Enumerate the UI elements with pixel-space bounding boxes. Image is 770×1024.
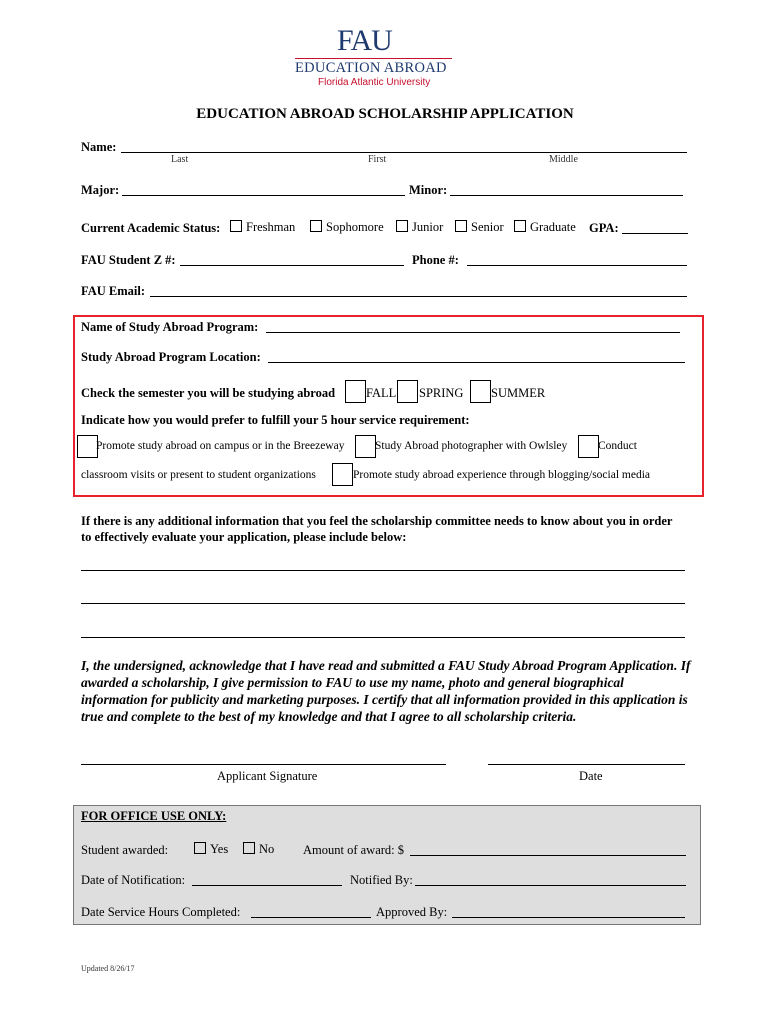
service-conduct-label: Conduct	[598, 440, 637, 452]
checkbox-icon[interactable]	[310, 220, 322, 232]
status-graduate[interactable]: Graduate	[514, 220, 576, 235]
minor-label: Minor:	[409, 183, 448, 197]
program-name-field[interactable]	[266, 332, 680, 333]
signature-field[interactable]	[81, 764, 446, 765]
phone-label: Phone #:	[412, 253, 459, 267]
semester-fall-checkbox[interactable]	[345, 380, 366, 403]
status-senior[interactable]: Senior	[455, 220, 504, 235]
program-name-label: Name of Study Abroad Program:	[81, 320, 259, 334]
email-field[interactable]	[150, 296, 687, 297]
semester-summer-label: SUMMER	[491, 386, 546, 400]
student-awarded-label: Student awarded:	[81, 843, 169, 857]
checkbox-icon[interactable]	[194, 842, 206, 854]
z-number-label: FAU Student Z #:	[81, 253, 176, 267]
office-use-heading: FOR OFFICE USE ONLY:	[81, 809, 227, 823]
checkbox-icon[interactable]	[230, 220, 242, 232]
service-photographer-label: Study Abroad photographer with Owlsley	[375, 440, 568, 452]
name-field[interactable]	[121, 152, 687, 153]
service-blogging-checkbox[interactable]	[332, 463, 353, 486]
semester-summer-checkbox[interactable]	[470, 380, 491, 403]
name-label: Name:	[81, 140, 117, 154]
logo-program-name: EDUCATION ABROAD	[295, 60, 447, 76]
award-amount-label: Amount of award: $	[303, 843, 405, 857]
date-label: Date	[579, 769, 603, 783]
checkbox-icon[interactable]	[396, 220, 408, 232]
semester-spring-label: SPRING	[419, 386, 464, 400]
major-label: Major:	[81, 183, 120, 197]
gpa-field[interactable]	[622, 233, 688, 234]
major-field[interactable]	[122, 195, 405, 196]
award-amount-field[interactable]	[410, 855, 686, 856]
checkbox-icon[interactable]	[455, 220, 467, 232]
service-photographer-checkbox[interactable]	[355, 435, 376, 458]
phone-field[interactable]	[467, 265, 687, 266]
notified-by-field[interactable]	[415, 885, 686, 886]
fau-logo: FAU	[337, 24, 392, 57]
notification-date-field[interactable]	[192, 885, 342, 886]
footer-updated-date: Updated 8/26/17	[81, 964, 135, 973]
additional-info-line-1[interactable]	[81, 570, 685, 571]
awarded-no[interactable]: No	[243, 842, 274, 857]
name-last-hint: Last	[171, 154, 189, 165]
checkbox-icon[interactable]	[243, 842, 255, 854]
gpa-label: GPA:	[589, 221, 619, 235]
service-conduct-label-cont: classroom visits or present to student organizations	[81, 469, 316, 481]
status-label: Current Academic Status:	[81, 221, 221, 235]
service-hours-date-field[interactable]	[251, 917, 371, 918]
service-hours-date-label: Date Service Hours Completed:	[81, 905, 241, 919]
status-junior[interactable]: Junior	[396, 220, 443, 235]
service-promote-campus-label: Promote study abroad on campus or in the Breezeway	[96, 440, 345, 452]
notified-by-label: Notified By:	[350, 873, 413, 887]
z-number-field[interactable]	[180, 265, 404, 266]
additional-info-line-3[interactable]	[81, 637, 685, 638]
approved-by-field[interactable]	[452, 917, 685, 918]
awarded-yes[interactable]: Yes	[194, 842, 228, 857]
service-conduct-checkbox[interactable]	[578, 435, 599, 458]
additional-info-prompt: If there is any additional information that you feel the scholarship committee needs to know about you in order to effectively evaluate your application, please include below:	[81, 514, 673, 544]
name-middle-hint: Middle	[549, 154, 578, 165]
date-field[interactable]	[488, 764, 685, 765]
semester-spring-checkbox[interactable]	[397, 380, 418, 403]
logo-divider	[295, 58, 452, 59]
service-requirement-label: Indicate how you would prefer to fulfill your 5 hour service requirement:	[81, 413, 470, 427]
approved-by-label: Approved By:	[376, 905, 448, 919]
program-location-field[interactable]	[268, 362, 685, 363]
name-first-hint: First	[368, 154, 387, 165]
notification-date-label: Date of Notification:	[81, 873, 186, 887]
minor-field[interactable]	[450, 195, 683, 196]
additional-info-line-2[interactable]	[81, 603, 685, 604]
program-location-label: Study Abroad Program Location:	[81, 350, 261, 364]
acknowledgement-text: I, the undersigned, acknowledge that I have read and submitted a FAU Study Abroad Program Application. If awarded a scholarship, I give permission to FAU to use my name, photo and general biographical information for publicity and marketing purposes. I certify that all information provided in this application is true and complete to the best of my knowledge and that I agree to all scholarship criteria.	[81, 658, 691, 724]
checkbox-icon[interactable]	[514, 220, 526, 232]
page-title: EDUCATION ABROAD SCHOLARSHIP APPLICATION	[196, 106, 574, 122]
semester-fall-label: FALL	[366, 386, 397, 400]
service-blogging-label: Promote study abroad experience through blogging/social media	[353, 469, 651, 481]
status-sophomore[interactable]: Sophomore	[310, 220, 384, 235]
semester-label: Check the semester you will be studying abroad	[81, 386, 336, 400]
service-promote-campus-checkbox[interactable]	[77, 435, 98, 458]
email-label: FAU Email:	[81, 284, 145, 298]
logo-university-name: Florida Atlantic University	[318, 77, 431, 88]
signature-label: Applicant Signature	[217, 769, 318, 783]
status-freshman[interactable]: Freshman	[230, 220, 295, 235]
